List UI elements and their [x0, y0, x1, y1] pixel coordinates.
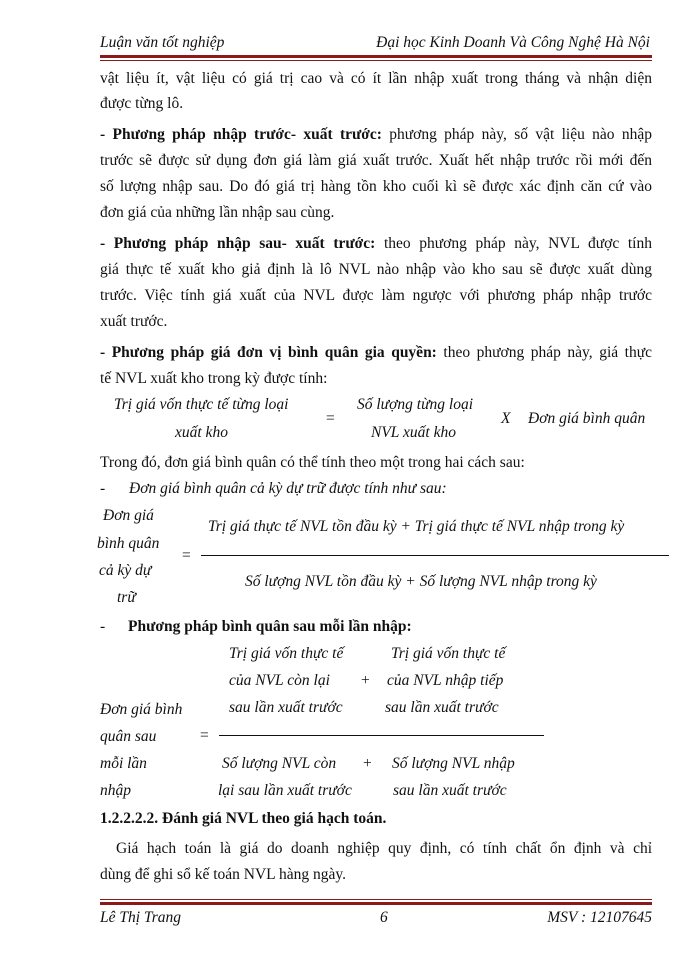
- last-paragraph-line1: Giá hạch toán là giá do doanh nghiệp quy định, có tính chất ổn định và chỉ: [116, 840, 652, 857]
- header-left: Luận văn tốt nghiệp: [100, 34, 225, 51]
- footer-student-id: MSV : 12107645: [547, 909, 652, 926]
- fifo-line-2: trước sẽ được sử dụng đơn giá làm giá xuất trước. Xuất hết nhập trước rồi mới đến: [100, 152, 652, 169]
- formula3-num1-line1: Trị giá vốn thực tế: [229, 645, 344, 662]
- header-rule-thick: [100, 55, 652, 58]
- formula3-num-plus: +: [360, 672, 371, 689]
- formula3-label-line3: mỗi lần: [100, 755, 147, 772]
- formula3-den1-line1: Số lượng NVL còn: [222, 755, 337, 772]
- formula1-equals: =: [325, 410, 336, 427]
- formula3-fraction-bar: [219, 735, 544, 736]
- formula2-label-line1: Đơn giá: [103, 507, 154, 524]
- formula3-num2-line2: của NVL nhập tiếp: [387, 672, 504, 689]
- header-right: Đại học Kinh Doanh Và Công Nghệ Hà Nội: [376, 34, 650, 51]
- last-paragraph-line2: dùng để ghi sổ kế toán NVL hàng ngày.: [100, 866, 346, 883]
- formula3-num1-line3: sau lần xuất trước: [229, 699, 343, 716]
- formula3-num1-line2: của NVL còn lại: [229, 672, 330, 689]
- bullet1-dash: -: [100, 480, 106, 497]
- lifo-line-4: xuất trước.: [100, 313, 168, 330]
- formula3-den-plus: +: [362, 755, 373, 772]
- method2-dash: -: [100, 618, 106, 635]
- formula3-equals: =: [199, 727, 210, 744]
- footer-rule-thick: [100, 902, 652, 905]
- avg-line-2: tế NVL xuất kho trong kỳ được tính:: [100, 370, 328, 387]
- header-rule-thin: [100, 60, 652, 61]
- formula2-label-line2: bình quân: [97, 535, 160, 552]
- formula3-label-line4: nhập: [100, 782, 131, 799]
- method2-title: Phương pháp bình quân sau mỗi lần nhập:: [128, 618, 412, 635]
- fifo-line-4: đơn giá của những lần nhập sau cùng.: [100, 204, 335, 221]
- formula2-denominator: Số lượng NVL tồn đầu kỳ + Số lượng NVL nhập trong kỳ: [245, 573, 597, 590]
- formula1-left-top: Trị giá vốn thực tế từng loại: [114, 396, 289, 413]
- formula3-label-line1: Đơn giá bình: [100, 701, 183, 718]
- paragraph-continuation-end: được từng lô.: [100, 95, 184, 112]
- fifo-line-1: - Phương pháp nhập trước- xuất trước: phương pháp này, số vật liệu nào nhập: [100, 126, 652, 143]
- formula1-right: Đơn giá bình quân: [528, 410, 646, 427]
- lifo-line-3: trước. Việc tính giá xuất của NVL được làm ngược với phương pháp nhập trước: [100, 287, 652, 304]
- fifo-title: - Phương pháp nhập trước- xuất trước:: [100, 126, 382, 143]
- formula1-mid-top: Số lượng từng loại: [357, 396, 474, 413]
- formula2-fraction-bar: [201, 555, 669, 556]
- footer-page-number: 6: [380, 909, 388, 926]
- lifo-line-2: giá thực tế xuất kho giả định là lô NVL nào nhập vào kho sau sẽ được xuất dùng: [100, 261, 652, 278]
- fifo-line-3: số lượng nhập sau. Do đó giá trị hàng tồn kho cuối kì sẽ được xác định căn cứ vào: [100, 178, 652, 195]
- section-heading: 1.2.2.2.2. Đánh giá NVL theo giá hạch toán.: [100, 810, 387, 827]
- formula3-num2-line1: Trị giá vốn thực tế: [391, 645, 506, 662]
- formula3-den1-line2: lại sau lần xuất trước: [218, 782, 352, 799]
- formula1-multiply: X: [501, 410, 511, 427]
- footer-rule-thin: [100, 899, 652, 900]
- formula1-mid-bottom: NVL xuất kho: [371, 424, 456, 441]
- formula2-equals: =: [181, 547, 192, 564]
- avg-line-1: - Phương pháp giá đơn vị bình quân gia quyền: theo phương pháp này, giá thực: [100, 344, 652, 361]
- formula3-num2-line3: sau lần xuất trước: [385, 699, 499, 716]
- bullet1-text: Đơn giá bình quân cả kỳ dự trữ được tính như sau:: [129, 480, 447, 497]
- formula2-label-line4: trữ: [117, 589, 136, 606]
- formula3-den2-line1: Số lượng NVL nhập: [392, 755, 515, 772]
- two-ways-intro: Trong đó, đơn giá bình quân có thể tính theo một trong hai cách sau:: [100, 454, 525, 471]
- formula3-den2-line2: sau lần xuất trước: [393, 782, 507, 799]
- formula1-left-bottom: xuất kho: [175, 424, 228, 441]
- paragraph-continuation: vật liệu ít, vật liệu có giá trị cao và có ít lần nhập xuất trong tháng và nhận diện: [100, 70, 652, 87]
- avg-title: - Phương pháp giá đơn vị bình quân gia quyền:: [100, 344, 437, 361]
- footer-author: Lê Thị Trang: [100, 909, 181, 926]
- formula2-numerator: Trị giá thực tế NVL tồn đầu kỳ + Trị giá thực tế NVL nhập trong kỳ: [208, 518, 625, 535]
- lifo-title: - Phương pháp nhập sau- xuất trước:: [100, 235, 376, 252]
- formula2-label-line3: cả kỳ dự: [99, 562, 152, 579]
- formula3-label-line2: quân sau: [100, 728, 157, 745]
- lifo-line-1: - Phương pháp nhập sau- xuất trước: theo phương pháp này, NVL được tính: [100, 235, 652, 252]
